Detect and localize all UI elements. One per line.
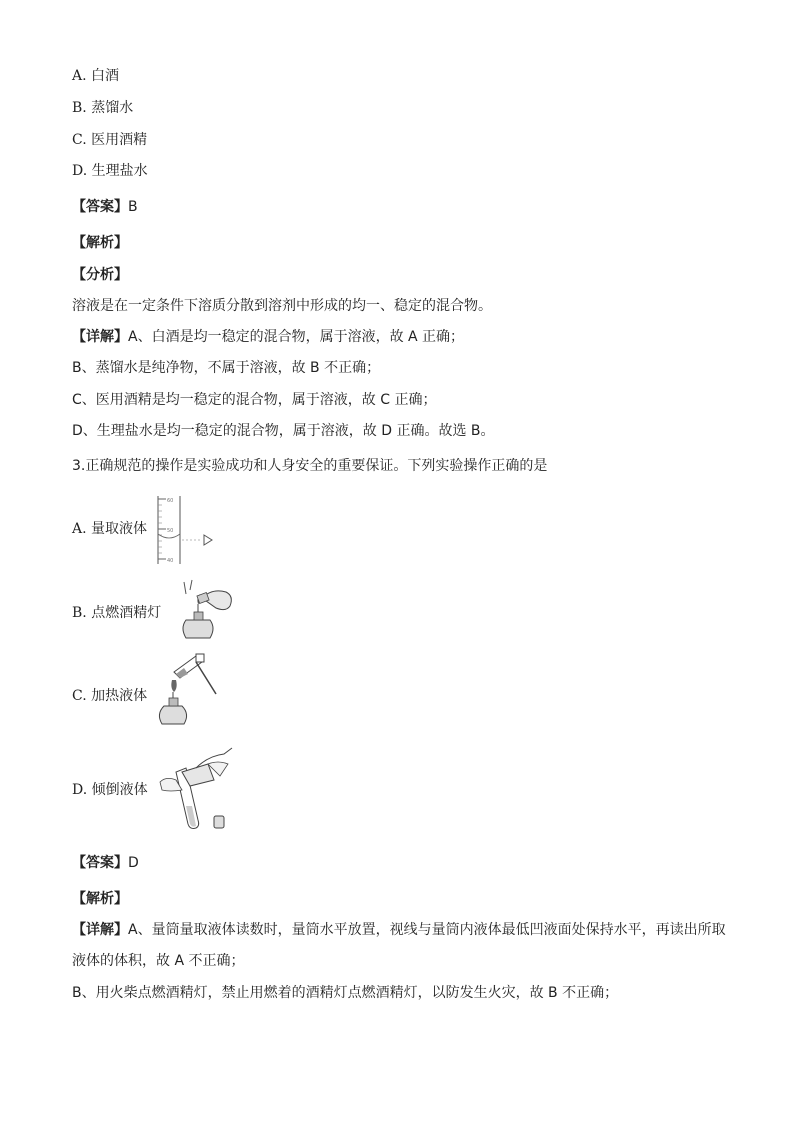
q3-option-b	[72, 603, 161, 623]
q3-option-a	[72, 519, 147, 539]
q2-fenxi-text: 溶液是在一定条件下溶质分散到溶剂中形成的均一、稳定的混合物。	[72, 298, 492, 314]
detail-label: 【详解】	[72, 922, 128, 938]
q2-option-c	[72, 130, 147, 150]
option-text: 量取液体	[91, 521, 148, 537]
answer-label: 【答案】	[72, 199, 128, 215]
q3-option-c	[72, 686, 147, 706]
q2-fenxi-heading: 【分析】	[72, 267, 128, 283]
option-letter: D.	[72, 782, 88, 798]
q3-option-d	[72, 780, 148, 800]
q2-option-b	[72, 98, 133, 118]
q2-detail-line-1	[72, 327, 464, 347]
q3-answer	[72, 853, 139, 873]
answer-label: 【答案】	[72, 855, 128, 871]
q3-detail-line-2: 液体的体积，故 A 不正确；	[72, 953, 245, 969]
option-letter: A.	[72, 68, 87, 84]
q3-analysis-heading: 【解析】	[72, 891, 128, 907]
option-text: 加热液体	[91, 688, 148, 704]
option-text: 白酒	[91, 68, 120, 84]
graduated-cylinder-figure	[152, 494, 222, 566]
q2-detail-line-4: D、生理盐水是均一稳定的混合物，属于溶液，故 D 正确。故选 B。	[72, 423, 495, 439]
tick-label: 50	[167, 528, 174, 534]
option-letter: A.	[72, 521, 87, 537]
alcohol-lamp-figure	[172, 574, 242, 646]
option-letter: B.	[72, 605, 87, 621]
detail-label: 【详解】	[72, 329, 128, 345]
option-text: 医用酒精	[91, 132, 148, 148]
tick-label: 40	[167, 558, 174, 564]
detail-text: A、量筒量取液体读数时，量筒水平放置，视线与量筒内液体最低凹液面处保持水平，再读出所取	[128, 922, 726, 938]
option-letter: C.	[72, 688, 87, 704]
answer-value: D	[128, 855, 139, 871]
option-text: 点燃酒精灯	[91, 605, 162, 621]
q2-answer	[72, 197, 138, 217]
detail-text: A、白酒是均一稳定的混合物，属于溶液，故 A 正确；	[128, 329, 465, 345]
option-letter: C.	[72, 132, 87, 148]
q3-stem: 3.正确规范的操作是实验成功和人身安全的重要保证。下列实验操作正确的是	[72, 458, 548, 474]
q3-detail-line-3: B、用火柴点燃酒精灯，禁止用燃着的酒精灯点燃酒精灯，以防发生火灾，故 B 不正确；	[72, 985, 619, 1001]
heating-liquid-figure	[152, 652, 222, 740]
option-text: 生理盐水	[91, 163, 148, 179]
option-text: 蒸馏水	[91, 100, 134, 116]
q2-option-a	[72, 66, 119, 86]
option-letter: B.	[72, 100, 87, 116]
q3-detail-line-1	[72, 920, 726, 940]
q2-detail-line-3: C、医用酒精是均一稳定的混合物，属于溶液，故 C 正确；	[72, 392, 437, 408]
option-text: 倾倒液体	[91, 782, 148, 798]
tick-label: 60	[167, 498, 174, 504]
q2-analysis-heading: 【解析】	[72, 235, 128, 251]
q2-detail-line-2: B、蒸馏水是纯净物，不属于溶液，故 B 不正确；	[72, 360, 381, 376]
q2-option-d	[72, 161, 148, 181]
option-letter: D.	[72, 163, 88, 179]
answer-value: B	[128, 199, 138, 215]
pouring-liquid-figure	[156, 746, 240, 832]
